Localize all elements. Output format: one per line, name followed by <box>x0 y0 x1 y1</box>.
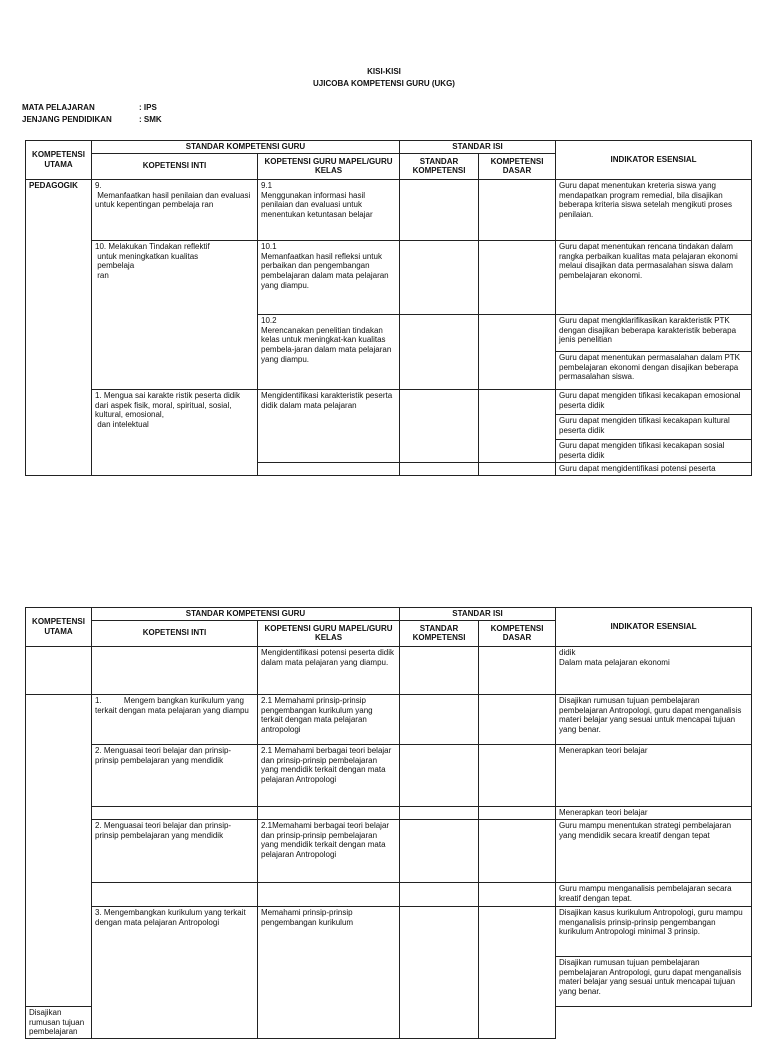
indikator-cell: Menerapkan teori belajar <box>556 744 752 806</box>
kompetensi-dasar-cell <box>479 389 556 462</box>
indikator-cell: Guru dapat mengidentifikasi potensi peserta <box>556 462 752 475</box>
kompetensi-inti-cell: 3. Mengembangkan kurikulum yang terkait dengan mata pelajaran Antropologi <box>92 906 258 1038</box>
header-kompetensi-utama: KOMPETENSI UTAMA <box>26 608 92 647</box>
standar-kompetensi-cell <box>400 179 479 240</box>
header-kompetensi-dasar: KOMPETENSI DASAR <box>479 153 556 179</box>
kompetensi-inti-cell: 1. Mengua sai karakte ristik peserta didik dari aspek fisik, moral, spiritual, sosial, kultural, emosional, dan intelektual <box>92 389 258 475</box>
indikator-cell: didik Dalam mata pelajaran ekonomi <box>556 646 752 694</box>
header-kompetensi-inti: KOPETENSI INTI <box>92 153 258 179</box>
indikator-cell: Guru dapat mengiden tifikasi kecakapan emosional peserta didik <box>556 389 752 414</box>
indikator-cell: Guru dapat mengiden tifikasi kecakapan kultural peserta didik <box>556 414 752 439</box>
kompetensi-dasar-cell <box>479 906 556 1038</box>
kompetensi-inti-cell: 2. Menguasai teori belajar dan prinsip-prinsip pembelajaran yang mendidik <box>92 819 258 882</box>
header-kompetensi-guru: KOPETENSI GURU MAPEL/GURU KELAS <box>258 153 400 179</box>
kompetensi-dasar-cell <box>479 694 556 744</box>
indikator-cell: Disajikan rumusan tujuan pembelajaran <box>26 1006 92 1038</box>
jenjang-row <box>22 115 162 124</box>
header-standar-isi: STANDAR ISI <box>400 608 556 621</box>
table-row <box>26 240 752 314</box>
header-kompetensi-guru: KOPETENSI GURU MAPEL/GURU KELAS <box>258 620 400 646</box>
kompetensi-guru-cell: 10.2 Merencanakan penelitian tindakan kelas untuk meningkat-kan kualitas pembela-jaran dalam mata pelajaran yang diampu. <box>258 314 400 389</box>
kompetensi-guru-cell: 2.1 Memahami berbagai teori belajar dan prinsip-prinsip pembelajaran yang mendidik terkait dengan mata pelajaran Antropologi <box>258 744 400 806</box>
kompetensi-guru-cell: 10.1 Memanfaatkan hasil refleksi untuk perbaikan dan pengembangan pembelajaran dalam mata pelajaran yang diampu. <box>258 240 400 314</box>
header-skg: STANDAR KOMPETENSI GURU <box>92 141 400 154</box>
kompetensi-dasar-cell <box>479 882 556 906</box>
mapel-value: : IPS <box>139 103 157 112</box>
kompetensi-dasar-cell <box>479 646 556 694</box>
kompetensi-dasar-cell <box>479 819 556 882</box>
kompetensi-dasar-cell <box>479 462 556 475</box>
table-row <box>26 806 752 819</box>
indikator-cell: Guru dapat mengklarifikasikan karakteristik PTK dengan disajikan beberapa karakteristik beberapa jenis penelitian <box>556 314 752 351</box>
kompetensi-guru-cell: 2.1 Memahami prinsip-prinsip pengembangan kurikulum yang terkait dengan mata pelajaran antropologi <box>258 694 400 744</box>
standar-kompetensi-cell <box>400 819 479 882</box>
indikator-cell: Disajikan rumusan tujuan pembelajaran pembelajaran Antropologi, guru dapat menganalisis materi belajar yang sesuai untuk mencapai tujuan yang benar. <box>556 694 752 744</box>
kompetensi-inti-cell: 2. Menguasai teori belajar dan prinsip-prinsip pembelajaran yang mendidik <box>92 744 258 806</box>
mapel-row <box>22 103 157 112</box>
standar-kompetensi-cell <box>400 314 479 389</box>
header-indikator: INDIKATOR ESENSIAL <box>556 141 752 180</box>
kompetensi-dasar-cell <box>479 806 556 819</box>
standar-kompetensi-cell <box>400 646 479 694</box>
kisi-table-1 <box>25 140 752 476</box>
table-row <box>26 819 752 882</box>
indikator-cell: Guru dapat menentukan rencana tindakan dalam rangka perbaikan kualitas mata pelajaran ekonomi melaui disajikan data permasalahan siswa dalam pembelajaran ekonomi. <box>556 240 752 314</box>
header-kompetensi-dasar: KOMPETENSI DASAR <box>479 620 556 646</box>
kompetensi-guru-cell: Mengidentifikasi karakteristik peserta didik dalam mata pelajaran <box>258 389 400 462</box>
indikator-cell: Guru dapat mengiden tifikasi kecakapan sosial peserta didik <box>556 439 752 462</box>
kompetensi-guru-cell <box>258 462 400 475</box>
standar-kompetensi-cell <box>400 240 479 314</box>
table-row <box>26 906 752 956</box>
indikator-cell: Disajikan kasus kurikulum Antropologi, guru mampu menganalisis prinsip-prinsip pengembangan kurikulum Antropologi minimal 3 prinsip. <box>556 906 752 956</box>
indikator-cell: Guru dapat menentukan kreteria siswa yang mendapatkan program remedial, bila disajikan beberapa kriteria siswa setelah mengikuti proses penilaian. <box>556 179 752 240</box>
title-ukg: UJICOBA KOMPETENSI GURU (UKG) <box>313 79 455 88</box>
indikator-cell: Guru mampu menentukan strategi pembelajaran yang mendidik secara kreatif dengan tepat <box>556 819 752 882</box>
header-standar-isi: STANDAR ISI <box>400 141 556 154</box>
table-row <box>26 179 752 240</box>
kompetensi-guru-cell <box>258 882 400 906</box>
kompetensi-inti-cell: 9. Memanfaatkan hasil penilaian dan evaluasi untuk kepentingan pembelaja ran <box>92 179 258 240</box>
title-kisi-kisi: KISI-KISI <box>367 67 401 76</box>
standar-kompetensi-cell <box>400 882 479 906</box>
indikator-cell: Disajikan rumusan tujuan pembelajaran pembelajaran Antropologi, guru dapat menganalisis materi belajar yang sesuai untuk mencapai tujuan yang benar. <box>556 956 752 1006</box>
table-row <box>26 389 752 414</box>
header-skg: STANDAR KOMPETENSI GURU <box>92 608 400 621</box>
indikator-cell: Guru dapat menentukan permasalahan dalam PTK pembelajaran ekonomi dengan disajikan beberapa permasalahan siswa. <box>556 351 752 389</box>
standar-kompetensi-cell <box>400 462 479 475</box>
kompetensi-dasar-cell <box>479 179 556 240</box>
header-indikator: INDIKATOR ESENSIAL <box>556 608 752 647</box>
header-kompetensi-inti: KOPETENSI INTI <box>92 620 258 646</box>
kompetensi-utama-cell <box>26 646 92 694</box>
indikator-cell: Menerapkan teori belajar <box>556 806 752 819</box>
kompetensi-inti-cell: 10. Melakukan Tindakan reflektif untuk meningkatkan kualitas pembelaja ran <box>92 240 258 389</box>
kompetensi-guru-cell: 9.1 Menggunakan informasi hasil penilaian dan evaluasi untuk menentukan ketuntasan belajar <box>258 179 400 240</box>
jenjang-value: : SMK <box>139 115 162 124</box>
standar-kompetensi-cell <box>400 806 479 819</box>
kompetensi-utama-cell <box>26 694 92 1006</box>
kompetensi-guru-cell <box>258 806 400 819</box>
table-row <box>26 882 752 906</box>
table-row <box>26 694 752 744</box>
header-standar-kompetensi: STANDAR KOMPETENSI <box>400 620 479 646</box>
kompetensi-guru-cell: Mengidentifikasi potensi peserta didik dalam mata pelajaran yang diampu. <box>258 646 400 694</box>
kompetensi-dasar-cell <box>479 240 556 314</box>
mapel-label: MATA PELAJARAN <box>22 103 95 112</box>
table-row <box>26 744 752 806</box>
kompetensi-guru-cell: 2.1Memahami berbagai teori belajar dan prinsip-prinsip pembelajaran yang mendidik terkait dengan mata pelajaran Antropologi <box>258 819 400 882</box>
kompetensi-dasar-cell <box>479 314 556 389</box>
header-kompetensi-utama: KOMPETENSI UTAMA <box>26 141 92 180</box>
kompetensi-inti-cell: 1. Mengem bangkan kurikulum yang terkait dengan mata pelajaran yang diampu <box>92 694 258 744</box>
header-standar-kompetensi: STANDAR KOMPETENSI <box>400 153 479 179</box>
standar-kompetensi-cell <box>400 744 479 806</box>
indikator-cell: Guru mampu menganalisis pembelajaran secara kreatif dengan tepat. <box>556 882 752 906</box>
kompetensi-utama-cell: PEDAGOGIK <box>26 179 92 475</box>
kompetensi-dasar-cell <box>479 744 556 806</box>
standar-kompetensi-cell <box>400 389 479 462</box>
table-row <box>26 646 752 694</box>
jenjang-label: JENJANG PENDIDIKAN <box>22 115 112 124</box>
kisi-table-2 <box>25 607 752 1039</box>
kompetensi-inti-cell <box>92 806 258 819</box>
standar-kompetensi-cell <box>400 906 479 1038</box>
kompetensi-inti-cell <box>92 882 258 906</box>
kompetensi-guru-cell: Memahami prinsip-prinsip pengembangan kurikulum <box>258 906 400 1038</box>
kompetensi-inti-cell <box>92 646 258 694</box>
standar-kompetensi-cell <box>400 694 479 744</box>
